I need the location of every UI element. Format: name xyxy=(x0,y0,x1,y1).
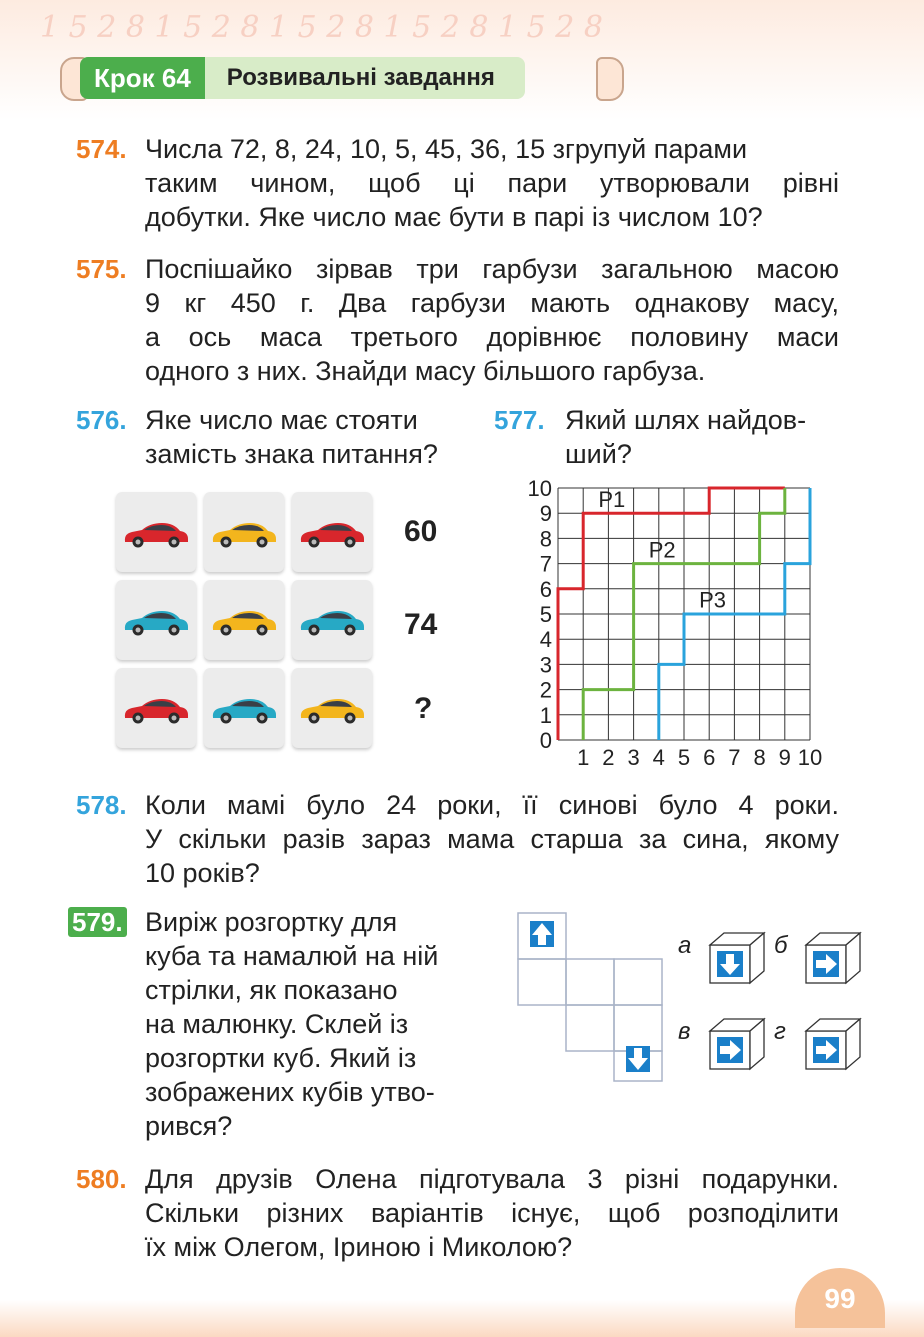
car-icon xyxy=(210,608,278,636)
path-label: P3 xyxy=(699,587,727,613)
y-tick-label: 3 xyxy=(539,652,552,678)
row-sum: 74 xyxy=(404,608,438,641)
section-title: Розвивальні завдання xyxy=(205,57,525,99)
text-line: 10 років? xyxy=(145,858,260,888)
car-icon xyxy=(122,520,190,548)
y-tick-label: 9 xyxy=(539,501,552,527)
cube-label: б xyxy=(774,932,788,959)
row-sum: ? xyxy=(414,692,433,725)
text-line: добутки. Яке число має бути в парі із числом 10? xyxy=(145,202,763,232)
cube-label: г xyxy=(774,1018,786,1045)
lesson-header xyxy=(80,57,525,99)
text-line: ший? xyxy=(565,439,632,469)
arrow-up-icon xyxy=(530,921,554,947)
cube-options xyxy=(678,932,860,1069)
car-icon xyxy=(122,608,190,636)
task-576-text xyxy=(145,403,485,471)
text-line: Яке число має стояти xyxy=(145,405,418,435)
task-number: 574. xyxy=(76,134,127,164)
car-icon xyxy=(298,608,366,636)
y-tick-label: 10 xyxy=(527,476,552,501)
arrow-right-icon xyxy=(717,1037,743,1063)
text-line: одного з них. Знайди масу більшого гарбуза. xyxy=(145,356,706,386)
task-number xyxy=(68,905,127,939)
text-line: рився? xyxy=(145,1111,233,1141)
text-line: Виріж розгортку для xyxy=(145,907,398,937)
task-number: 577. xyxy=(494,405,545,435)
car-tile xyxy=(204,492,284,572)
arrow-right-icon xyxy=(813,1037,839,1063)
arrow-down-icon xyxy=(626,1046,650,1072)
x-tick-label: 10 xyxy=(797,745,823,770)
y-tick-label: 7 xyxy=(539,551,552,577)
task-577-text xyxy=(565,403,845,471)
x-tick-label: 2 xyxy=(602,745,615,770)
text-line: куба та намалюй на ній xyxy=(145,941,439,971)
car-tile xyxy=(292,668,372,748)
task-579-text xyxy=(145,905,495,1143)
car-icon xyxy=(210,696,278,724)
car-tile xyxy=(292,580,372,660)
car-tile xyxy=(204,580,284,660)
y-tick-label: 2 xyxy=(539,677,552,703)
text-line: таким чином, щоб ці пари утворювали рівні xyxy=(145,168,839,198)
task-number: 575. xyxy=(76,254,127,284)
text-line: а ось маса третього дорівнює половину маси xyxy=(145,322,839,352)
y-tick-label: 0 xyxy=(539,728,552,753)
bottom-band xyxy=(0,1300,924,1337)
text-line: розгортки куб. Який із xyxy=(145,1043,417,1073)
car-tile xyxy=(204,668,284,748)
text-line: 9 кг 450 г. Два гарбузи мають однакову масу, xyxy=(145,288,839,318)
task-574-text xyxy=(145,132,839,234)
car-icon xyxy=(298,696,366,724)
cube-label: в xyxy=(678,1018,691,1045)
task-578-text xyxy=(145,788,839,890)
x-tick-label: 5 xyxy=(677,745,691,770)
car-tile xyxy=(116,668,196,748)
car-icon xyxy=(298,520,366,548)
cube-option-3 xyxy=(678,1018,764,1069)
cube-option-1 xyxy=(678,932,764,983)
y-tick-label: 6 xyxy=(539,576,552,602)
text-line: Який шлях найдов- xyxy=(565,405,807,435)
text-line: У скільки разів зараз мама старша за сина, якому xyxy=(145,824,839,854)
x-tick-label: 4 xyxy=(652,745,665,770)
task-number: 580. xyxy=(76,1164,127,1194)
text-line: замість знака питання? xyxy=(145,439,438,469)
arrow-down-icon xyxy=(717,951,743,977)
y-tick-label: 1 xyxy=(539,702,552,728)
step-badge: Крок 64 xyxy=(80,57,205,99)
x-tick-label: 7 xyxy=(728,745,741,770)
y-tick-label: 8 xyxy=(539,526,552,552)
text-line: стрілки, як показано xyxy=(145,975,398,1005)
x-tick-label: 6 xyxy=(703,745,716,770)
cube-option-4 xyxy=(774,1018,860,1069)
x-tick-label: 8 xyxy=(753,745,766,770)
cube-option-2 xyxy=(774,932,860,983)
path-label: P1 xyxy=(598,486,626,512)
text-line: Коли мамі було 24 роки, її синові було 4 роки. xyxy=(145,790,839,820)
x-tick-label: 3 xyxy=(627,745,640,770)
task-number: 578. xyxy=(76,790,127,820)
arrow-right-icon xyxy=(813,951,839,977)
row-sum: 60 xyxy=(404,515,438,548)
page-number: 99 xyxy=(795,1268,885,1328)
text-line: Скільки різних варіантів існує, щоб розподілити xyxy=(145,1198,839,1228)
path-label: P2 xyxy=(648,537,676,563)
task-575-text xyxy=(145,252,839,388)
task-number: 576. xyxy=(76,405,127,435)
cube-label: а xyxy=(678,932,692,959)
text-line: Числа 72, 8, 24, 10, 5, 45, 36, 15 згрупуй парами xyxy=(145,134,748,164)
y-tick-label: 5 xyxy=(539,602,552,627)
task-number-badge: 579. xyxy=(68,907,127,937)
car-icon xyxy=(210,520,278,548)
car-icon xyxy=(122,696,190,724)
text-line: Поспішайко зірвав три гарбузи загальною масою xyxy=(145,254,839,284)
x-tick-label: 1 xyxy=(577,745,590,770)
text-line: зображених кубів утво- xyxy=(145,1077,435,1107)
cube-net-figure xyxy=(510,905,880,1090)
pointing-hand-icon xyxy=(596,57,624,101)
y-tick-label: 4 xyxy=(539,627,552,653)
text-line: їх між Олегом, Іриною і Миколою? xyxy=(145,1232,573,1262)
text-line: на малюнку. Склей із xyxy=(145,1009,409,1039)
car-tile xyxy=(292,492,372,572)
task-580-text xyxy=(145,1162,839,1264)
car-tile xyxy=(116,492,196,572)
car-tile xyxy=(116,580,196,660)
x-tick-label: 9 xyxy=(778,745,791,770)
background-decoration: 1 5 2 8 1 5 2 8 1 5 2 8 1 5 2 8 1 5 2 8 xyxy=(40,10,603,45)
text-line: Для друзів Олена підготувала 3 різні подарунки. xyxy=(145,1164,839,1194)
path-grid xyxy=(520,475,830,775)
